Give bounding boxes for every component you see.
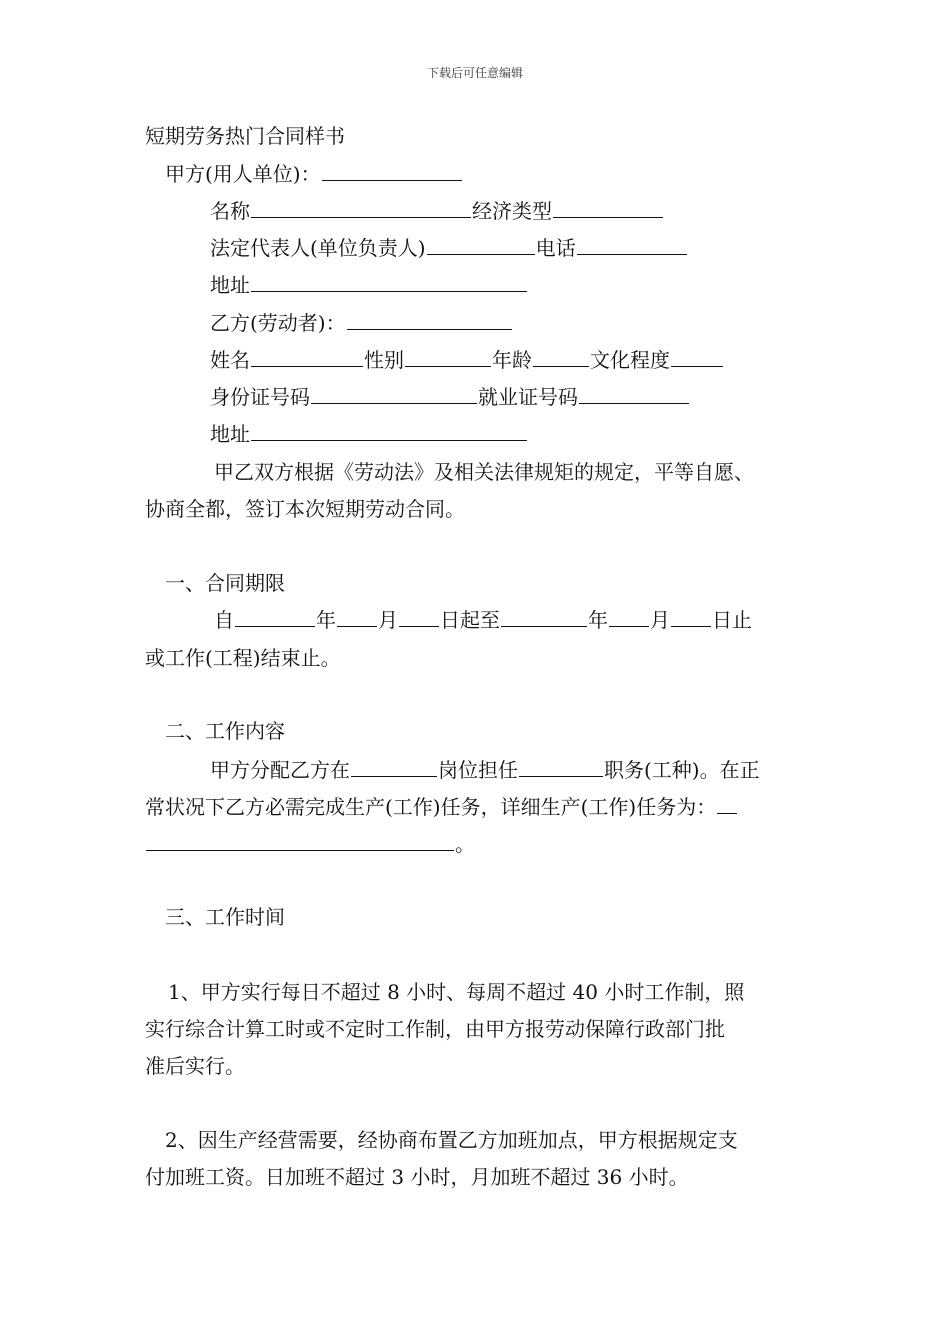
task-blank xyxy=(146,830,454,851)
end-year-blank xyxy=(501,606,587,627)
legal-rep-line xyxy=(210,234,688,261)
start-to-label: 日起至 xyxy=(440,608,500,632)
end-year-label: 年 xyxy=(588,608,608,632)
item2-line-2: 付加班工资。日加班不超过 3 小时，月加班不超过 36 小时。 xyxy=(145,1165,689,1189)
address-blank xyxy=(251,271,527,292)
item1-line-3: 准后实行。 xyxy=(145,1054,245,1078)
month-label: 月 xyxy=(378,608,398,632)
duty-blank xyxy=(519,756,603,777)
end-label: 日止 xyxy=(712,608,752,632)
work-content-line-1 xyxy=(210,756,760,783)
party-a-name-line xyxy=(210,197,664,224)
work-content-text: 常状况下乙方必需完成生产(工作)任务，详细生产(工作)任务为： xyxy=(145,795,717,819)
age-blank xyxy=(533,346,589,367)
name-blank xyxy=(251,197,471,218)
phone-label: 电话 xyxy=(535,236,576,260)
start-day-blank xyxy=(399,606,439,627)
party-b-line xyxy=(210,309,513,336)
gender-label: 性别 xyxy=(364,348,404,372)
from-label: 自 xyxy=(214,608,234,632)
end-month-label: 月 xyxy=(650,608,670,632)
party-a-label: 甲方(用人单位)： xyxy=(165,162,321,186)
phone-blank xyxy=(577,234,687,255)
address-label: 地址 xyxy=(210,273,250,297)
period-mark: 。 xyxy=(455,832,475,856)
economy-type-label: 经济类型 xyxy=(472,199,552,223)
party-b-info-line xyxy=(210,346,724,373)
id-line xyxy=(210,383,690,410)
post-label: 岗位担任 xyxy=(438,758,518,782)
contract-period-line-2: 或工作(工程)结束止。 xyxy=(145,646,341,670)
work-content-line-2 xyxy=(145,793,738,820)
document-title: 短期劳务热门合同样书 xyxy=(145,124,345,148)
contract-period-line xyxy=(214,606,752,633)
start-year-blank xyxy=(235,606,315,627)
end-day-blank xyxy=(671,606,711,627)
education-blank xyxy=(671,346,723,367)
party-a-line xyxy=(165,160,463,187)
end-month-blank xyxy=(609,606,649,627)
post-blank xyxy=(351,756,437,777)
person-name-label: 姓名 xyxy=(210,348,250,372)
start-month-blank xyxy=(337,606,377,627)
party-b-address-label: 地址 xyxy=(210,422,250,446)
party-b-address-blank xyxy=(251,420,527,441)
item2-line-1: 2、因生产经营需要，经协商布置乙方加班加点，甲方根据规定支 xyxy=(165,1128,738,1152)
item1-line-2: 实行综合计算工时或不定时工作制，由甲方报劳动保障行政部门批 xyxy=(145,1017,725,1041)
year-label: 年 xyxy=(316,608,336,632)
person-name-blank xyxy=(251,346,363,367)
party-a-address-line xyxy=(210,271,528,298)
education-label: 文化程度 xyxy=(590,348,670,372)
assign-label: 甲方分配乙方在 xyxy=(210,758,350,782)
party-a-blank xyxy=(322,160,462,181)
section2-heading: 二、工作内容 xyxy=(165,719,285,743)
employment-id-label: 就业证号码 xyxy=(478,385,578,409)
section3-heading: 三、工作时间 xyxy=(165,905,285,929)
section1-heading: 一、合同期限 xyxy=(165,571,285,595)
party-b-address-line xyxy=(210,420,528,447)
gender-blank xyxy=(405,346,491,367)
item1-line-1: 1、甲方实行每日不超过 8 小时、每周不超过 40 小时工作制，照 xyxy=(168,980,745,1004)
legal-rep-blank xyxy=(427,234,535,255)
task-blank-start xyxy=(717,793,737,814)
id-label: 身份证号码 xyxy=(210,385,310,409)
id-blank xyxy=(311,383,477,404)
work-content-line-3 xyxy=(145,830,475,857)
intro-line-2: 协商全都，签订本次短期劳动合同。 xyxy=(145,497,465,521)
employment-id-blank xyxy=(579,383,689,404)
legal-rep-label: 法定代表人(单位负责人) xyxy=(210,236,426,260)
name-label: 名称 xyxy=(210,199,250,223)
duty-label: 职务(工种)。在正 xyxy=(604,758,760,782)
party-b-label: 乙方(劳动者)： xyxy=(210,311,346,335)
party-b-blank xyxy=(347,309,512,330)
page-header: 下载后可任意编辑 xyxy=(426,66,523,80)
economy-type-blank xyxy=(553,197,663,218)
intro-line-1: 甲乙双方根据《劳动法》及相关法律规矩的规定，平等自愿、 xyxy=(214,460,754,484)
age-label: 年龄 xyxy=(492,348,532,372)
